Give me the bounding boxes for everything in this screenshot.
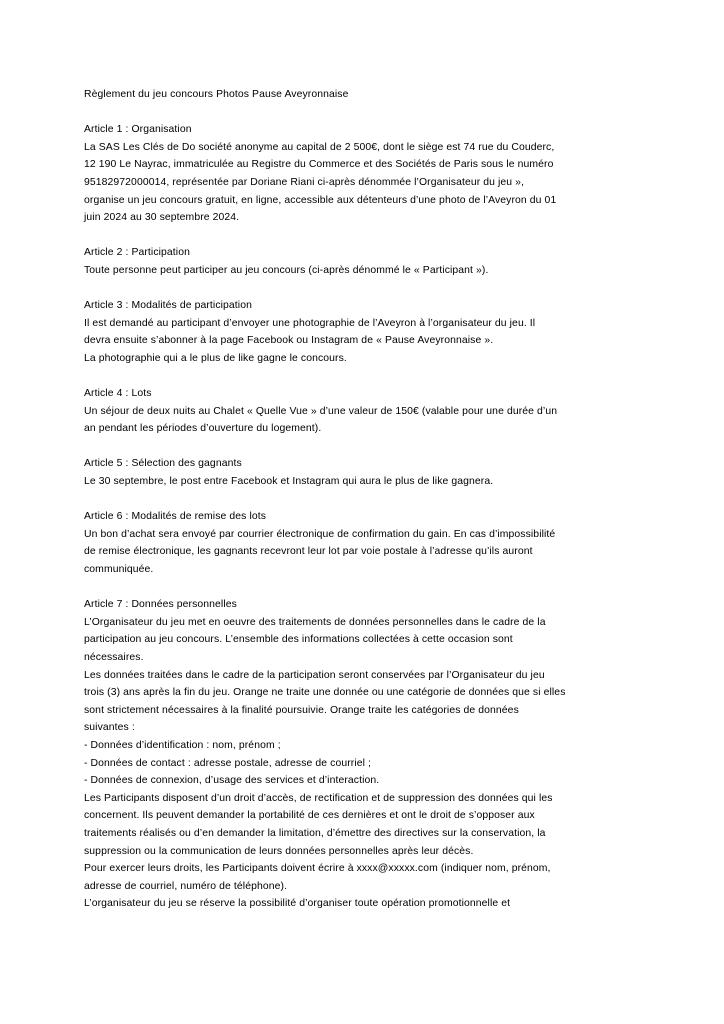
- paragraph-spacer: [84, 368, 640, 386]
- paragraph-spacer: [84, 491, 640, 509]
- list-item: - Données de contact : adresse postale, adresse de courriel ;: [84, 757, 372, 769]
- section-article-2: [84, 244, 640, 279]
- text-line: de remise électronique, les gagnants recevront leur lot par voie postale à l’adresse qu’ils auront: [84, 546, 533, 558]
- section-heading: Article 2 : Participation: [84, 247, 190, 259]
- text-line: Pour exercer leurs droits, les Participants doivent écrire à xxxx@xxxxx.com (indiquer nom, prénom,: [84, 863, 551, 875]
- text-line: Toute personne peut participer au jeu concours (ci-après dénommé le « Participant »).: [84, 264, 489, 276]
- text-line: trois (3) ans après la fin du jeu. Orange ne traite une donnée ou une catégorie de données que si elles: [84, 687, 566, 699]
- text-line: Un bon d’achat sera envoyé par courrier électronique de confirmation du gain. En cas d’impossibilité: [84, 528, 556, 540]
- text-line: adresse de courriel, numéro de téléphone).: [84, 880, 288, 892]
- section-heading: Article 7 : Données personnelles: [84, 599, 237, 611]
- paragraph-spacer: [84, 227, 640, 245]
- text-line: Il est demandé au participant d’envoyer une photographie de l’Aveyron à l’organisateur du jeu. Il: [84, 317, 536, 329]
- paragraph-spacer: [84, 579, 640, 597]
- paragraph-spacer: [84, 438, 640, 456]
- text-line: devra ensuite s’abonner à la page Facebook ou Instagram de « Pause Aveyronnaise ».: [84, 335, 494, 347]
- text-line: concernent. Ils peuvent demander la portabilité de ces dernières et ont le droit de s’opposer aux: [84, 810, 535, 822]
- text-line: Les données traitées dans le cadre de la participation seront conservées par l’Organisateur du jeu: [84, 669, 545, 681]
- document-body: [84, 86, 640, 913]
- section-heading: Article 6 : Modalités de remise des lots: [84, 511, 267, 523]
- section-heading: Article 5 : Sélection des gagnants: [84, 458, 242, 470]
- text-line: nécessaires.: [84, 652, 144, 663]
- text-line: La photographie qui a le plus de like gagne le concours.: [84, 352, 347, 364]
- text-line: participation au jeu concours. L’ensemble des informations collectées à cette occasion sont: [84, 634, 513, 646]
- text-line: an pendant les périodes d’ouverture du logement).: [84, 423, 322, 435]
- paragraph-spacer: [84, 104, 640, 122]
- section-article-6: [84, 508, 640, 578]
- section-heading: Article 3 : Modalités de participation: [84, 300, 252, 312]
- section-article-3: [84, 297, 640, 367]
- section-article-4: [84, 385, 640, 438]
- section-heading: Article 4 : Lots: [84, 388, 152, 400]
- section-heading: Article 1 : Organisation: [84, 124, 192, 136]
- text-line: Les Participants disposent d’un droit d’accès, de rectification et de suppression des données qui les: [84, 792, 553, 804]
- text-line: 12 190 Le Nayrac, immatriculée au Registre du Commerce et des Sociétés de Paris sous le numéro: [84, 159, 554, 171]
- text-line: L’organisateur du jeu se réserve la possibilité d’organiser toute opération promotionnelle et: [84, 898, 511, 910]
- text-line: 95182972000014, représentée par Doriane Riani ci-après dénommée l’Organisateur du jeu »,: [84, 176, 525, 188]
- text-line: organise un jeu concours gratuit, en ligne, accessible aux détenteurs d’une photo de l’Aveyron du 01: [84, 194, 557, 206]
- text-line: Un séjour de deux nuits au Chalet « Quelle Vue » d’une valeur de 150€ (valable pour une durée d’un: [84, 405, 558, 417]
- text-line: sont strictement nécessaires à la finalité poursuivie. Orange traite les catégories de données: [84, 704, 519, 716]
- text-line: juin 2024 au 30 septembre 2024.: [84, 212, 240, 224]
- text-line: communiquée.: [84, 564, 154, 576]
- text-line: La SAS Les Clés de Do société anonyme au capital de 2 500€, dont le siège est 74 rue du Couderc,: [84, 141, 555, 153]
- text-line: Le 30 septembre, le post entre Facebook et Instagram qui aura le plus de like gagnera.: [84, 476, 494, 488]
- text-line: - Données de connexion, d’usage des services et d’interaction.: [84, 775, 380, 787]
- text-line: Règlement du jeu concours Photos Pause Aveyronnaise: [84, 89, 349, 100]
- text-line: suppression ou la communication de leurs données personnelles après leur décès.: [84, 845, 474, 857]
- section-article-5: [84, 455, 640, 490]
- text-line: traitements réalisés ou d’en demander la limitation, d’émettre des directives sur la conservation, la: [84, 827, 546, 839]
- document-title: [84, 86, 640, 104]
- paragraph-spacer: [84, 280, 640, 298]
- text-line: L’Organisateur du jeu met en oeuvre des traitements de données personnelles dans le cadre de la: [84, 616, 546, 628]
- list-item: suivantes :: [84, 722, 135, 734]
- section-article-1: [84, 121, 640, 227]
- section-article-7: [84, 596, 640, 913]
- list-item: - Données d’identification : nom, prénom ;: [84, 739, 281, 751]
